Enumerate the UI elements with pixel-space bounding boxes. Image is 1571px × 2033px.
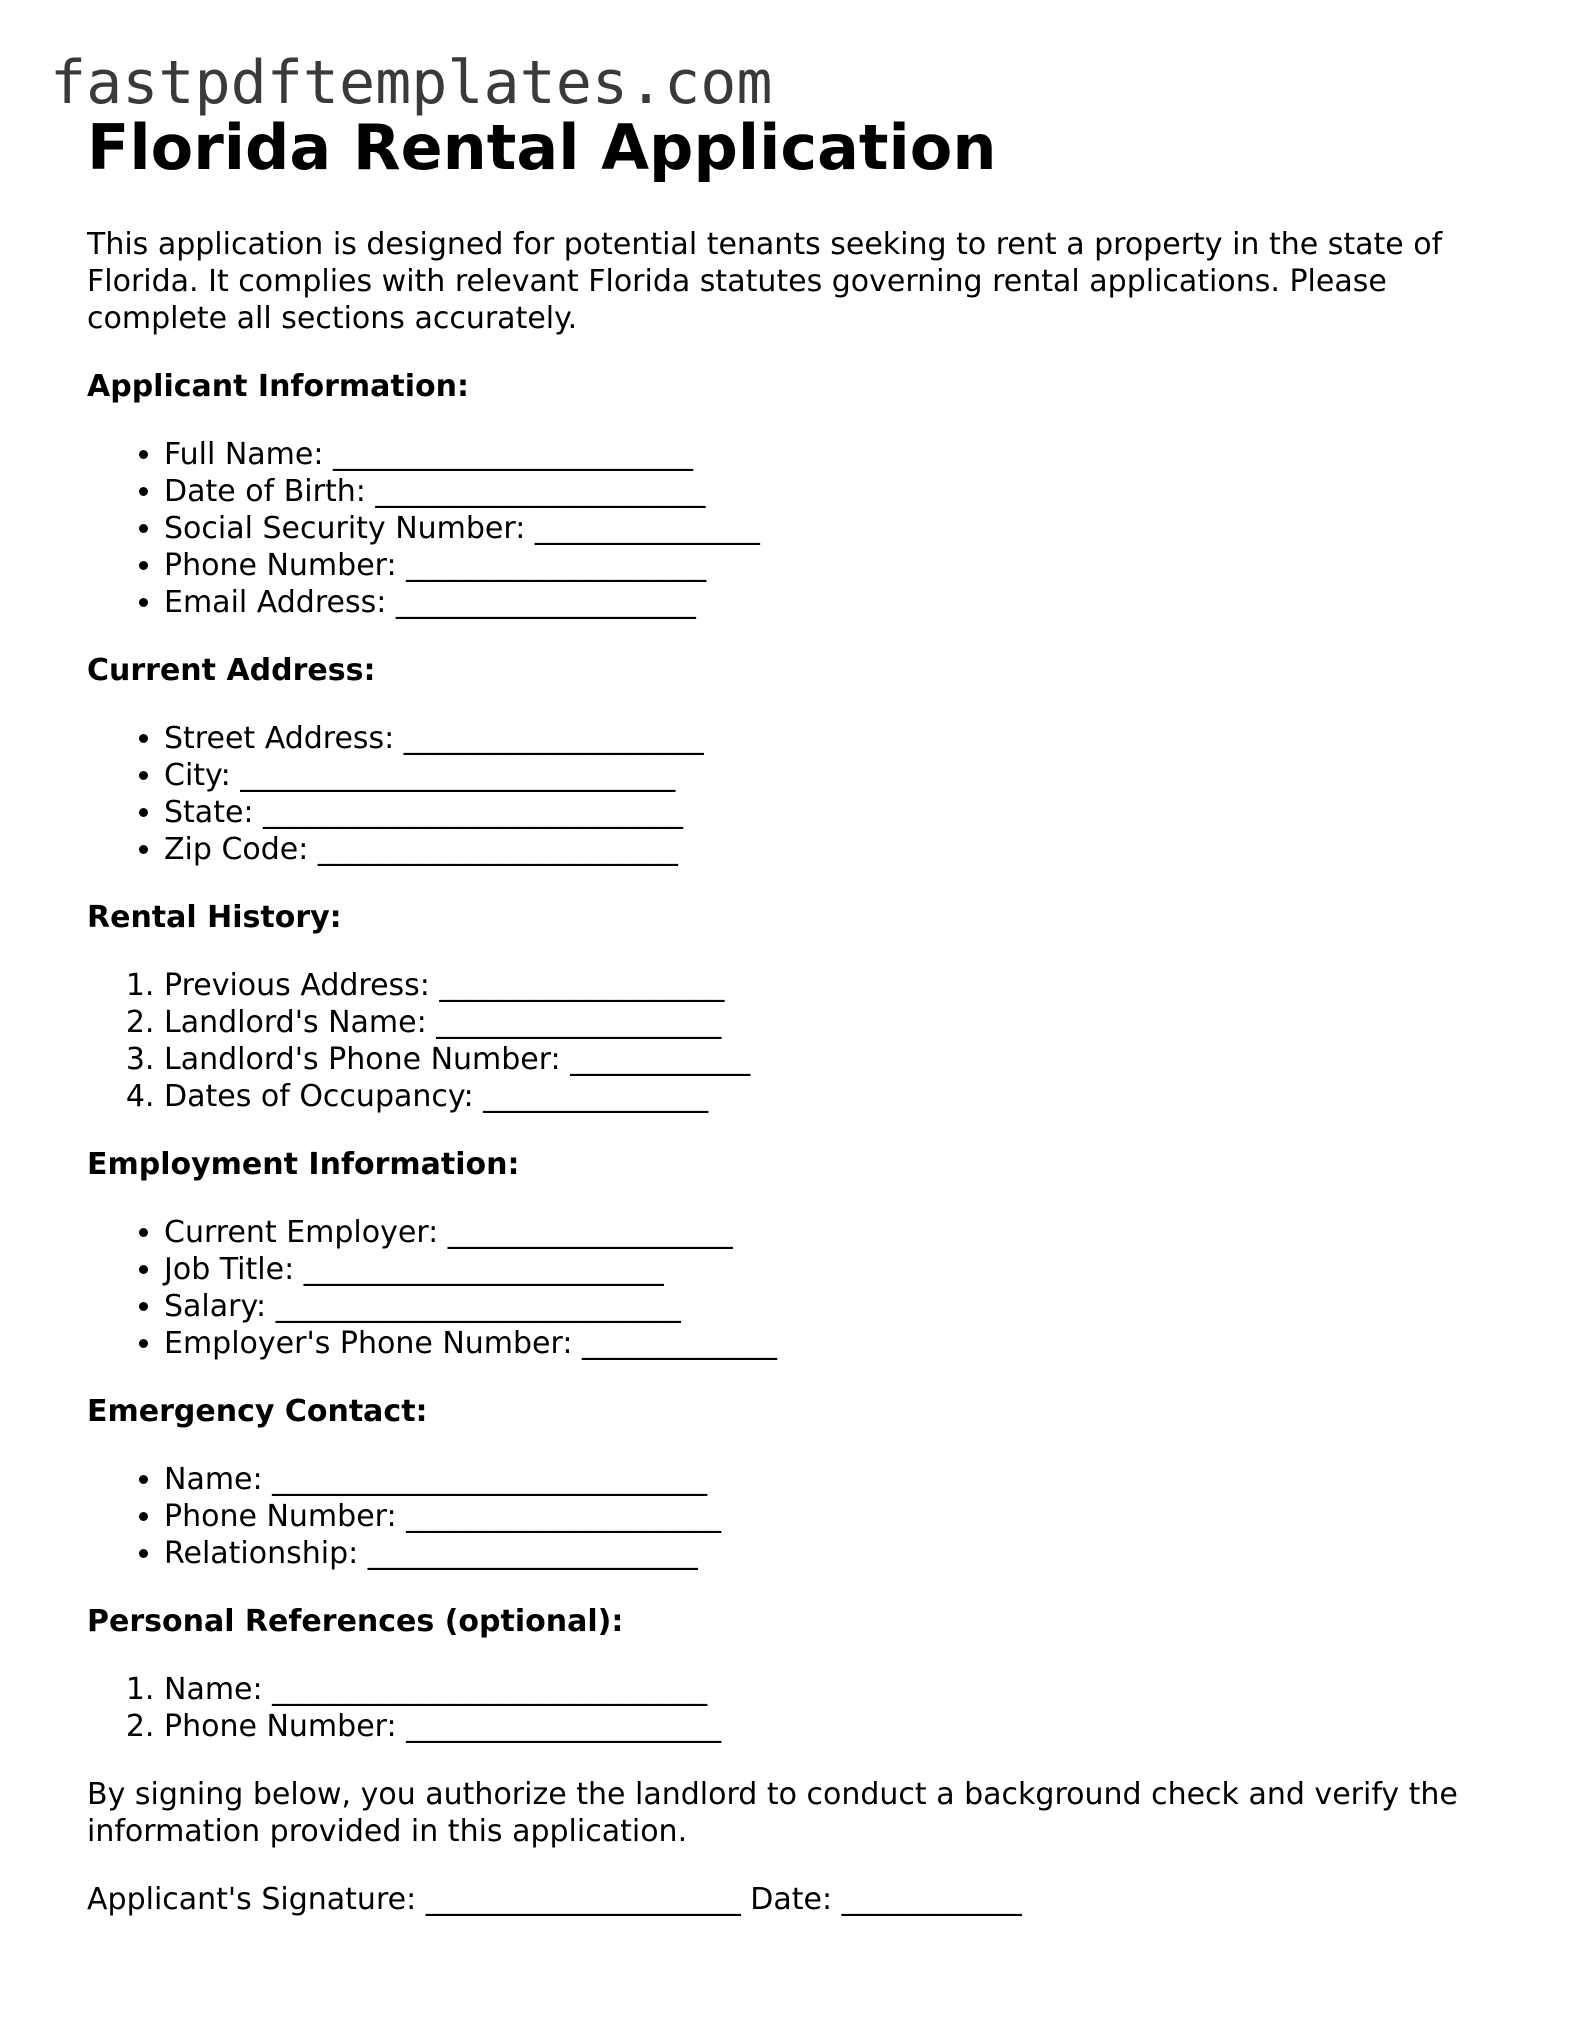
field-dates-of-occupancy: 4. Dates of Occupancy: _______________	[164, 1078, 1507, 1115]
field-email-address: • Email Address: ____________________	[164, 584, 1507, 621]
authorization-paragraph: By signing below, you authorize the landlord to conduct a background check and verify the information provided in this application.	[87, 1777, 1458, 1849]
section-heading: Emergency Contact:	[87, 1394, 428, 1429]
rental-history-list	[87, 967, 1507, 1115]
employment-information-list	[87, 1214, 1507, 1362]
signature-line	[87, 1881, 1507, 1918]
section-heading: Employment Information:	[87, 1147, 520, 1182]
field-current-employer: • Current Employer: ___________________	[164, 1214, 1507, 1251]
field-state: • State: ____________________________	[164, 794, 1507, 831]
field-applicant-signature: Applicant's Signature: _____________________	[87, 1882, 741, 1917]
employment-information-section	[87, 1146, 1507, 1362]
field-street-address: • Street Address: ____________________	[164, 720, 1507, 757]
emergency-contact-list	[87, 1461, 1507, 1572]
section-heading: Personal References (optional):	[87, 1604, 624, 1639]
field-employer-phone-number: • Employer's Phone Number: _____________	[164, 1325, 1507, 1362]
field-reference-phone-number: 2. Phone Number: _____________________	[164, 1708, 1507, 1745]
field-signature-date: Date: ____________	[750, 1882, 1022, 1917]
field-emergency-name: • Name: _____________________________	[164, 1461, 1507, 1498]
field-phone-number: • Phone Number: ____________________	[164, 547, 1507, 584]
field-zip-code: • Zip Code: ________________________	[164, 831, 1507, 868]
field-landlord-phone-number: 3. Landlord's Phone Number: ____________	[164, 1041, 1507, 1078]
document-page	[87, 108, 1507, 1918]
field-emergency-phone-number: • Phone Number: _____________________	[164, 1498, 1507, 1535]
page-title: Florida Rental Application	[87, 111, 997, 184]
personal-references-section	[87, 1603, 1507, 1745]
rental-history-section	[87, 899, 1507, 1115]
field-job-title: • Job Title: ________________________	[164, 1251, 1507, 1288]
emergency-contact-section	[87, 1393, 1507, 1572]
section-heading: Current Address:	[87, 653, 376, 688]
intro-paragraph: This application is designed for potential tenants seeking to rent a property in the state of Florida. It complies with relevant Florida statutes governing rental applications. Please complete all sections accurately.	[87, 227, 1443, 336]
field-date-of-birth: • Date of Birth: ______________________	[164, 473, 1507, 510]
personal-references-list	[87, 1671, 1507, 1745]
field-landlord-name: 2. Landlord's Name: ___________________	[164, 1004, 1507, 1041]
field-city: • City: _____________________________	[164, 757, 1507, 794]
watermark: fastpdftemplates.com	[50, 48, 773, 118]
field-salary: • Salary: ___________________________	[164, 1288, 1507, 1325]
current-address-list	[87, 720, 1507, 868]
field-emergency-relationship: • Relationship: ______________________	[164, 1535, 1507, 1572]
section-heading: Rental History:	[87, 900, 342, 935]
applicant-information-section	[87, 368, 1507, 621]
field-full-name: • Full Name: ________________________	[164, 436, 1507, 473]
applicant-information-list	[87, 436, 1507, 621]
section-heading: Applicant Information:	[87, 369, 469, 404]
field-reference-name: 1. Name: _____________________________	[164, 1671, 1507, 1708]
field-social-security-number: • Social Security Number: _______________	[164, 510, 1507, 547]
current-address-section	[87, 652, 1507, 868]
field-previous-address: 1. Previous Address: ___________________	[164, 967, 1507, 1004]
